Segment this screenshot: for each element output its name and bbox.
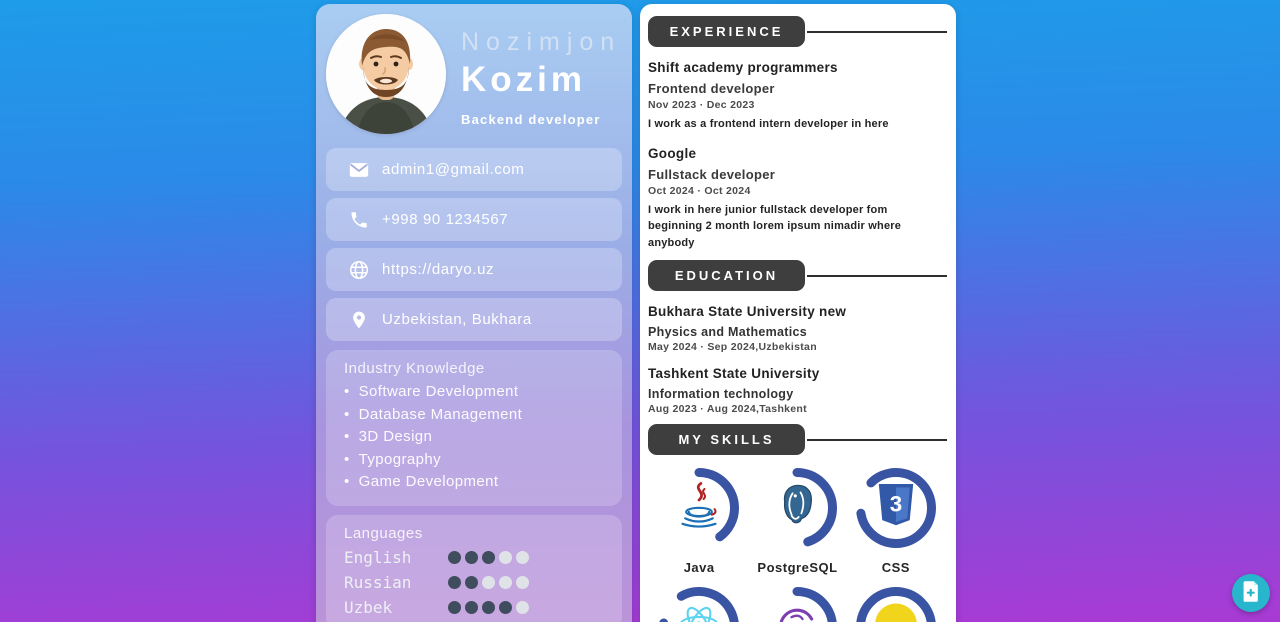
email-icon <box>348 159 370 181</box>
skill-purple <box>757 587 837 622</box>
css3-icon <box>877 484 915 532</box>
contact-website[interactable] <box>326 248 622 291</box>
job-description: I work in here junior fullstack developer fom beginning 2 month lorem ipsum nimadir where anybody <box>648 203 902 249</box>
industry-item: • Database Management <box>344 404 604 427</box>
skill-label: PostgreSQL <box>757 560 838 575</box>
company-name: Google <box>648 145 697 161</box>
add-document-icon <box>1242 580 1261 606</box>
skill-java <box>659 468 739 575</box>
language-row-english <box>344 548 604 567</box>
major: Information technology <box>648 387 794 401</box>
last-name: Kozim <box>461 60 586 99</box>
role-title: Backend developer <box>461 112 601 127</box>
language-row-uzbek <box>344 598 604 617</box>
section-divider-line <box>807 275 947 277</box>
education-entry <box>648 304 947 353</box>
react-icon <box>676 602 722 622</box>
job-dates: Nov 2023 · Dec 2023 <box>648 99 755 111</box>
education-section-header <box>648 260 947 291</box>
resume-card <box>640 4 956 622</box>
language-level-dots <box>448 551 529 564</box>
job-dates: Oct 2024 · Oct 2024 <box>648 184 751 197</box>
industry-item: • Game Development <box>344 471 604 494</box>
skill-javascript <box>856 587 936 622</box>
skill-react <box>659 587 739 622</box>
major: Physics and Mathematics <box>648 325 808 339</box>
javascript-icon <box>872 601 920 622</box>
java-icon <box>677 482 721 535</box>
industry-knowledge-panel <box>326 350 622 506</box>
phone-value: +998 90 1234567 <box>382 211 509 228</box>
industry-knowledge-title: Industry Knowledge <box>344 360 485 377</box>
postgresql-icon <box>776 483 818 534</box>
school-name: Tashkent State University <box>648 366 820 381</box>
education-entry <box>648 366 947 415</box>
profile-card <box>316 4 632 622</box>
languages-panel <box>326 515 622 622</box>
contact-list <box>326 148 622 341</box>
education-section <box>648 260 947 415</box>
job-role: Fullstack developer <box>648 166 776 182</box>
education-badge: EDUCATION <box>648 260 805 291</box>
language-row-russian <box>344 573 604 592</box>
contact-location[interactable] <box>326 298 622 341</box>
industry-item: • Typography <box>344 449 604 472</box>
contact-phone[interactable] <box>326 198 622 241</box>
location-icon <box>348 309 370 331</box>
skills-section <box>648 424 947 622</box>
industry-item: • Software Development <box>344 381 604 404</box>
experience-section-header <box>648 16 947 47</box>
purple-g-icon <box>775 603 819 622</box>
first-name: Nozimjon <box>461 28 622 56</box>
skill-label: Java <box>683 560 715 575</box>
skill-postgresql <box>757 468 837 575</box>
company-name: Shift academy programmers <box>648 60 838 75</box>
male-cartoon-avatar-image <box>326 14 446 134</box>
section-divider-line <box>807 439 947 441</box>
language-level-dots <box>448 576 529 589</box>
language-name: English <box>344 547 412 567</box>
name-block <box>461 14 621 134</box>
avatar[interactable] <box>326 14 446 134</box>
language-name: Russian <box>344 572 412 592</box>
skill-css <box>856 468 936 575</box>
globe-icon <box>348 259 370 281</box>
skill-label: CSS <box>881 560 910 575</box>
industry-knowledge-list <box>344 381 604 494</box>
email-value: admin1@gmail.com <box>382 161 525 178</box>
phone-icon <box>348 209 370 231</box>
education-dates: May 2024 · Sep 2024,Uzbekistan <box>648 341 817 353</box>
experience-entry <box>648 60 947 133</box>
language-level-dots <box>448 601 529 614</box>
languages-title: Languages <box>344 524 423 542</box>
experience-badge: EXPERIENCE <box>648 16 805 47</box>
add-document-button[interactable] <box>1232 574 1270 612</box>
job-description: I work as a frontend intern developer in here <box>648 118 889 130</box>
job-role: Frontend developer <box>648 81 775 96</box>
section-divider-line <box>807 31 947 33</box>
education-dates: Aug 2023 · Aug 2024,Tashkent <box>648 403 807 415</box>
experience-entry <box>648 146 947 252</box>
website-value: https://daryo.uz <box>382 261 495 278</box>
my-skills-badge: MY SKILLS <box>648 424 805 455</box>
location-value: Uzbekistan, Bukhara <box>382 311 532 328</box>
contact-email[interactable] <box>326 148 622 191</box>
language-name: Uzbek <box>344 597 393 617</box>
school-name: Bukhara State University new <box>648 304 847 319</box>
skills-grid <box>648 468 947 622</box>
profile-header <box>326 14 622 134</box>
skills-section-header <box>648 424 947 455</box>
svg-text:3: 3 <box>889 491 903 517</box>
industry-item: • 3D Design <box>344 426 604 449</box>
